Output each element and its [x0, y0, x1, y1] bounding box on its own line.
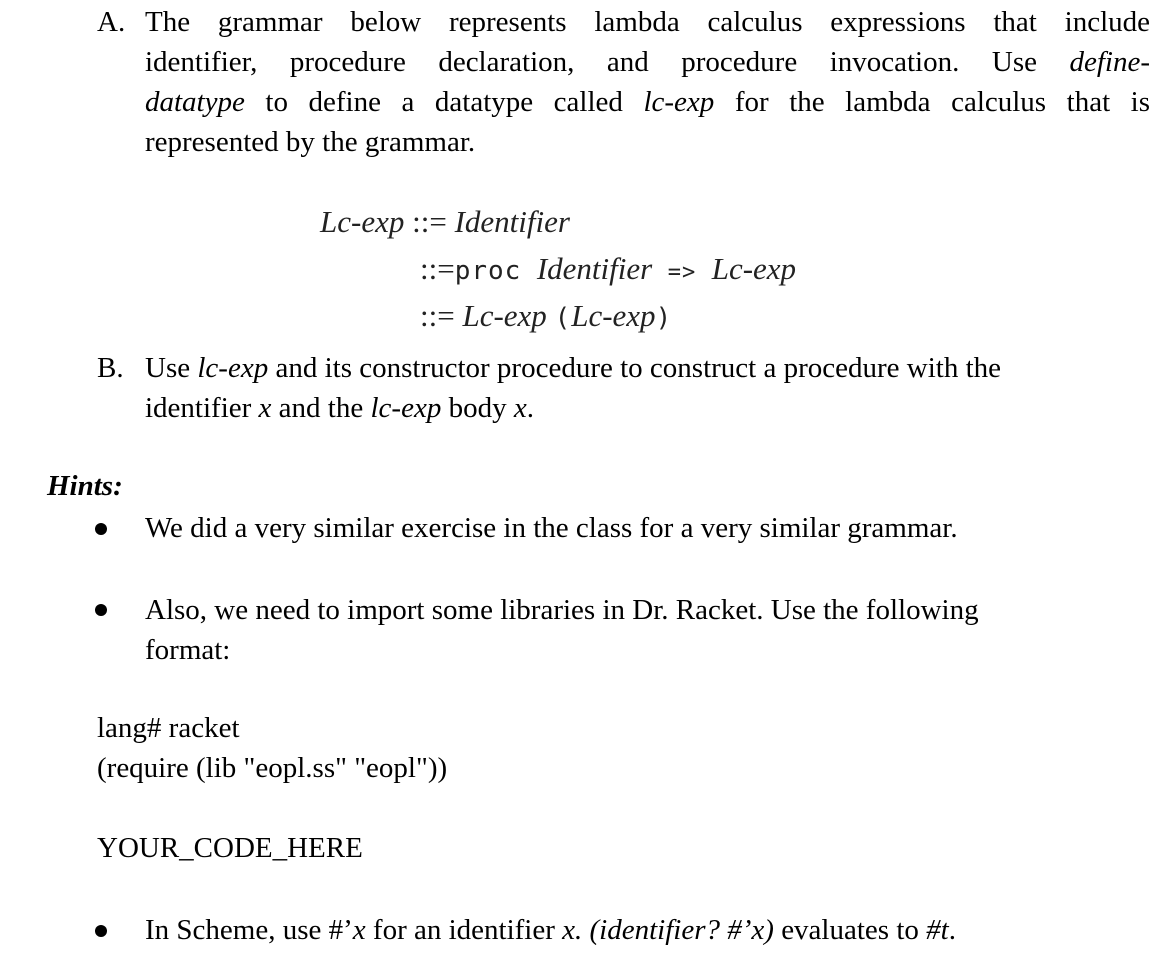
- bullet-icon: [95, 925, 107, 937]
- part-a-paragraph: [145, 2, 1150, 162]
- hint-2-line-1: Also, we need to import some libraries in Dr. Racket. Use the following: [145, 594, 979, 626]
- hint-2: [145, 590, 1145, 670]
- grammar-rule-3: ::= Lc-exp (Lc-exp): [420, 298, 673, 333]
- code-line-3: YOUR_CODE_HERE: [97, 832, 363, 864]
- part-b-paragraph: [145, 348, 1145, 428]
- hint-2-line-2: format:: [145, 634, 231, 666]
- part-a-line-2: identifier, procedure declaration, and procedure invocation. Use define-: [145, 46, 1151, 78]
- part-a-line-4: represented by the grammar.: [145, 126, 476, 158]
- grammar-rule-1: Lc-exp ::= Identifier: [320, 204, 570, 239]
- bullet-icon: [95, 604, 107, 616]
- code-line-2: (require (lib "eopl.ss" "eopl")): [97, 752, 448, 784]
- grammar-rule-2: ::=proc Identifier => Lc-exp: [420, 251, 797, 286]
- part-b-line-2: identifier x and the lc-exp body x.: [145, 392, 534, 424]
- hint-3: In Scheme, use #’x for an identifier x. (identifier? #’x) evaluates to #t.: [145, 914, 956, 946]
- part-a-line-1: The grammar below represents lambda calculus expressions that include: [145, 6, 1150, 38]
- part-b-marker: B.: [97, 352, 124, 384]
- part-b-line-1: Use lc-exp and its constructor procedure to construct a procedure with the: [145, 352, 1002, 384]
- hints-heading: Hints:: [47, 470, 123, 502]
- part-a-line-3: datatype to define a datatype called lc-exp for the lambda calculus that is: [145, 86, 1151, 118]
- hint-1: We did a very similar exercise in the class for a very similar grammar.: [145, 512, 958, 544]
- part-a-marker: A.: [97, 6, 126, 38]
- code-line-1: lang# racket: [97, 712, 240, 744]
- bullet-icon: [95, 523, 107, 535]
